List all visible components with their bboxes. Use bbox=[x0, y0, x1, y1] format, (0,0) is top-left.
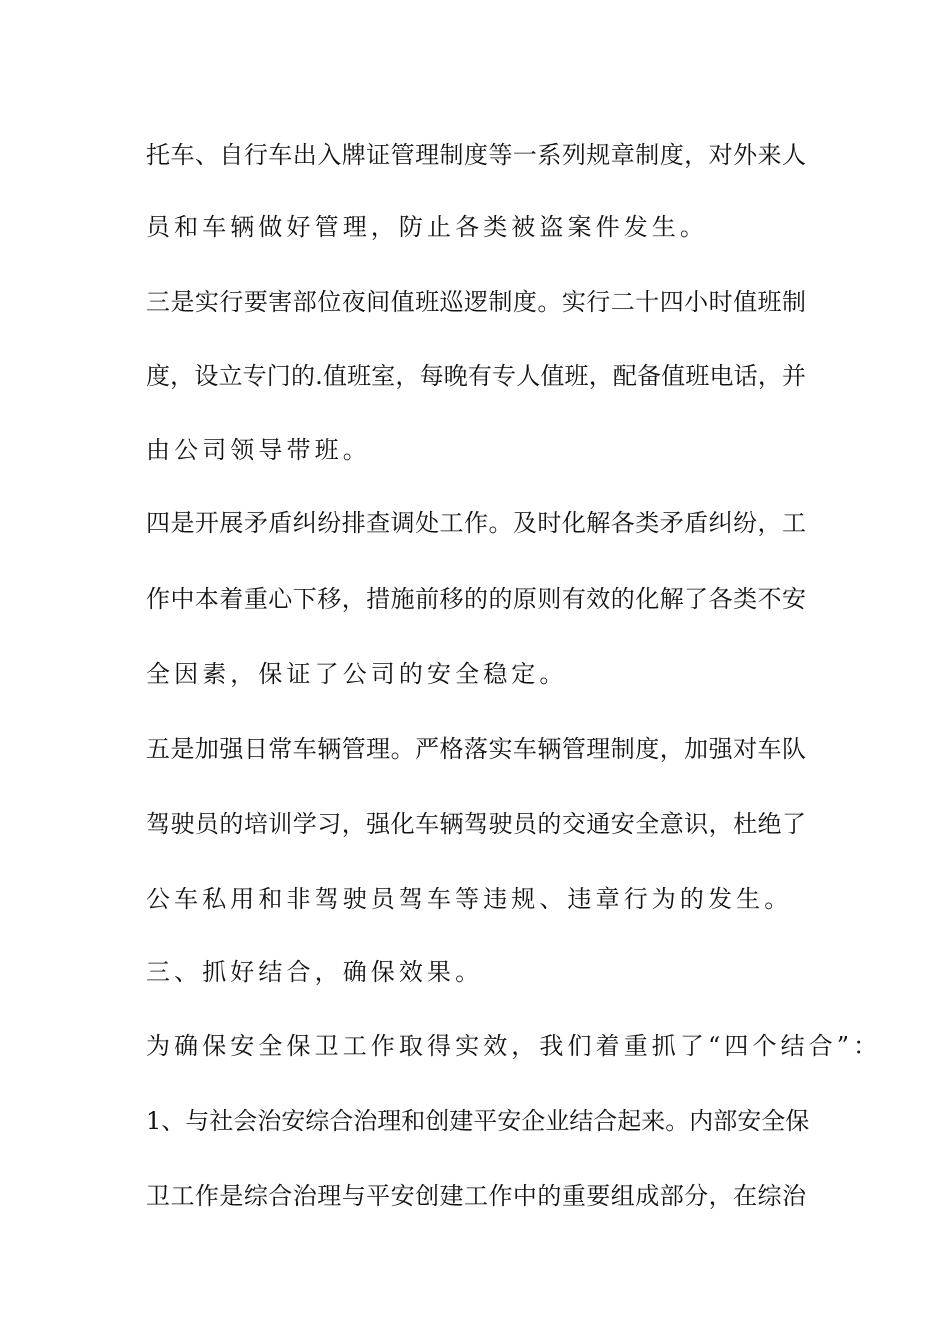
text-line-15: 卫工作是综合治理与平安创建工作中的重要组成部分，在综治 bbox=[146, 1182, 806, 1210]
text-line-1: 托车、自行车出入牌证管理制度等一系列规章制度，对外来人 bbox=[146, 141, 806, 169]
text-line-9: 五是加强日常车辆管理。严格落实车辆管理制度，加强对车队 bbox=[146, 735, 806, 763]
text-line-4: 度，设立专门的.值班室，每晚有专人值班，配备值班电话，并 bbox=[146, 362, 806, 390]
text-line-11: 公车私用和非驾驶员驾车等违规、违章行为的发生。 bbox=[146, 885, 793, 913]
text-line-7: 作中本着重心下移，措施前移的的原则有效的化解了各类不安 bbox=[146, 585, 806, 613]
text-line-2: 员和车辆做好管理，防止各类被盗案件发生。 bbox=[146, 213, 708, 241]
text-line-10: 驾驶员的培训学习，强化车辆驾驶员的交通安全意识，杜绝了 bbox=[146, 810, 806, 838]
text-line-5: 由公司领导带班。 bbox=[146, 436, 371, 464]
text-line-6: 四是开展矛盾纠纷排查调处工作。及时化解各类矛盾纠纷，工 bbox=[146, 509, 806, 537]
text-line-13: 为确保安全保卫工作取得实效，我们着重抓了“四个结合”： bbox=[146, 1032, 882, 1060]
text-line-8: 全因素，保证了公司的安全稳定。 bbox=[146, 660, 568, 688]
text-line-3: 三是实行要害部位夜间值班巡逻制度。实行二十四小时值班制 bbox=[146, 288, 806, 316]
text-line-14: 1、与社会治安综合治理和创建平安企业结合起来。内部安全保 bbox=[146, 1107, 810, 1135]
section-heading: 三、抓好结合，确保效果。 bbox=[146, 958, 484, 986]
